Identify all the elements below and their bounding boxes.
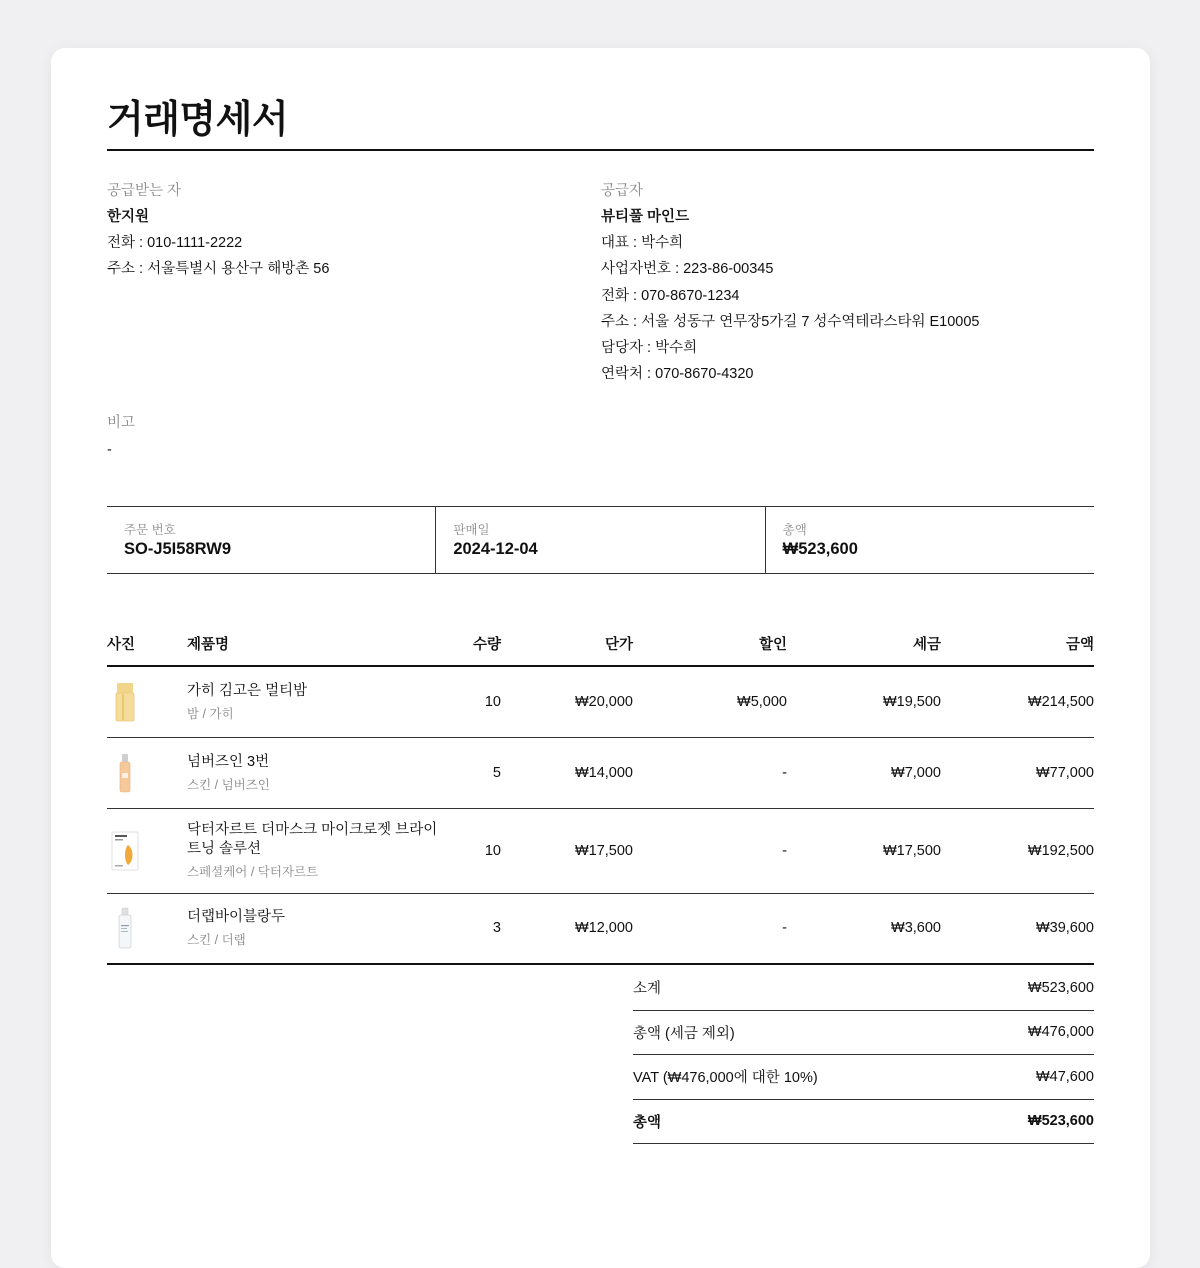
receiver-caption: 공급받는 자 xyxy=(107,183,182,199)
amount-cell: ₩39,600 xyxy=(941,893,1094,964)
remark-value: - xyxy=(107,442,112,458)
supplier-block xyxy=(601,182,980,387)
unit-price-cell: ₩20,000 xyxy=(501,666,633,737)
quantity-cell: 10 xyxy=(445,666,501,737)
tax-cell: ₩19,500 xyxy=(787,666,941,737)
supplier-business-number: 사업자번호 : 223-86-00345 xyxy=(601,261,774,278)
sale-date-label: 판매일 xyxy=(453,523,490,537)
subtotal-label: 소계 xyxy=(633,981,662,998)
header-product-name: 제품명 xyxy=(187,624,445,666)
sheet-mask-icon xyxy=(107,829,143,873)
supplier-caption: 공급자 xyxy=(601,183,644,199)
product-photo-cell xyxy=(107,893,187,964)
grand-total-label: 총액 xyxy=(633,1114,662,1131)
product-name: 닥터자르트 더마스크 마이크로젯 브라이트닝 솔루션 xyxy=(187,822,438,857)
product-info-cell xyxy=(187,666,445,737)
product-name: 가히 김고은 멀티밤 xyxy=(187,682,308,699)
page-title: 거래명세서 xyxy=(107,99,289,141)
vat-value: ₩47,600 xyxy=(1035,1068,1094,1085)
header-discount: 할인 xyxy=(633,624,787,666)
header-quantity: 수량 xyxy=(445,624,501,666)
total-excl-tax-row xyxy=(633,1011,1094,1056)
product-category: 스킨 / 더랩 xyxy=(187,933,246,948)
order-number-cell xyxy=(107,507,435,573)
header-photo: 사진 xyxy=(107,624,187,666)
product-category: 스페셜케어 / 닥터자르트 xyxy=(187,865,319,879)
product-info-cell xyxy=(187,893,445,964)
amount-cell: ₩214,500 xyxy=(941,666,1094,737)
header-amount: 금액 xyxy=(941,624,1094,666)
unit-price-cell: ₩12,000 xyxy=(501,893,633,964)
supplier-manager: 담당자 : 박수희 xyxy=(601,340,698,357)
summary-block xyxy=(633,966,1094,1144)
table-row xyxy=(107,737,1094,808)
discount-cell: ₩5,000 xyxy=(633,666,787,737)
items-table xyxy=(107,624,1094,965)
toner-bottle-icon xyxy=(107,751,143,795)
discount-cell: - xyxy=(633,737,787,808)
product-category: 스킨 / 넘버즈인 xyxy=(187,777,270,792)
quantity-cell: 3 xyxy=(445,893,501,964)
quantity-cell: 5 xyxy=(445,737,501,808)
product-photo-cell xyxy=(107,737,187,808)
total-amount-value: ₩523,600 xyxy=(782,540,858,558)
quantity-cell: 10 xyxy=(445,808,501,893)
total-amount-cell xyxy=(765,507,1094,573)
product-photo-cell xyxy=(107,808,187,893)
receiver-address: 주소 : 서울특별시 용산구 해방촌 56 xyxy=(107,261,330,278)
table-row xyxy=(107,666,1094,737)
subtotal-row xyxy=(633,966,1094,1011)
vat-row xyxy=(633,1055,1094,1100)
supplier-name: 뷰티풀 마인드 xyxy=(601,209,690,225)
title-divider xyxy=(107,149,1094,151)
product-name: 더랩바이블랑두 xyxy=(187,909,286,926)
sale-date-value: 2024-12-04 xyxy=(453,540,538,558)
receiver-name: 한지원 xyxy=(107,209,150,225)
supplier-contact: 연락처 : 070-8670-4320 xyxy=(601,366,754,383)
tax-cell: ₩7,000 xyxy=(787,737,941,808)
order-number-label: 주문 번호 xyxy=(124,523,176,537)
total-amount-label: 총액 xyxy=(782,523,807,537)
supplier-ceo: 대표 : 박수희 xyxy=(601,235,684,252)
tax-cell: ₩3,600 xyxy=(787,893,941,964)
discount-cell: - xyxy=(633,893,787,964)
order-number-value: SO-J5I58RW9 xyxy=(124,540,231,558)
unit-price-cell: ₩17,500 xyxy=(501,808,633,893)
product-category: 밤 / 가히 xyxy=(187,706,234,721)
receiver-block xyxy=(107,182,329,283)
clear-bottle-icon xyxy=(107,906,143,950)
unit-price-cell: ₩14,000 xyxy=(501,737,633,808)
remark-caption: 비고 xyxy=(107,415,136,431)
product-name: 넘버즈인 3번 xyxy=(187,753,270,770)
total-excl-tax-value: ₩476,000 xyxy=(1027,1024,1094,1041)
supplier-address: 주소 : 서울 성동구 연무장5가길 7 성수역테라스타워 E10005 xyxy=(601,313,980,330)
grand-total-row xyxy=(633,1100,1094,1145)
subtotal-value: ₩523,600 xyxy=(1027,979,1094,996)
sale-date-cell xyxy=(435,507,764,573)
discount-cell: - xyxy=(633,808,787,893)
order-meta-bar xyxy=(107,506,1094,574)
receiver-phone: 전화 : 010-1111-2222 xyxy=(107,235,243,252)
tax-cell: ₩17,500 xyxy=(787,808,941,893)
amount-cell: ₩77,000 xyxy=(941,737,1094,808)
grand-total-value: ₩523,600 xyxy=(1027,1113,1094,1130)
total-excl-tax-label: 총액 (세금 제외) xyxy=(633,1025,735,1042)
header-tax: 세금 xyxy=(787,624,941,666)
supplier-phone: 전화 : 070-8670-1234 xyxy=(601,287,740,304)
table-row xyxy=(107,808,1094,893)
remark-block xyxy=(107,414,135,460)
invoice-card xyxy=(51,48,1150,1268)
vat-label: VAT (₩476,000에 대한 10%) xyxy=(633,1070,818,1087)
header-unit-price: 단가 xyxy=(501,624,633,666)
product-info-cell xyxy=(187,737,445,808)
amount-cell: ₩192,500 xyxy=(941,808,1094,893)
table-header-row xyxy=(107,624,1094,666)
product-info-cell xyxy=(187,808,445,893)
balm-stick-icon xyxy=(107,680,143,724)
product-photo-cell xyxy=(107,666,187,737)
table-row xyxy=(107,893,1094,964)
